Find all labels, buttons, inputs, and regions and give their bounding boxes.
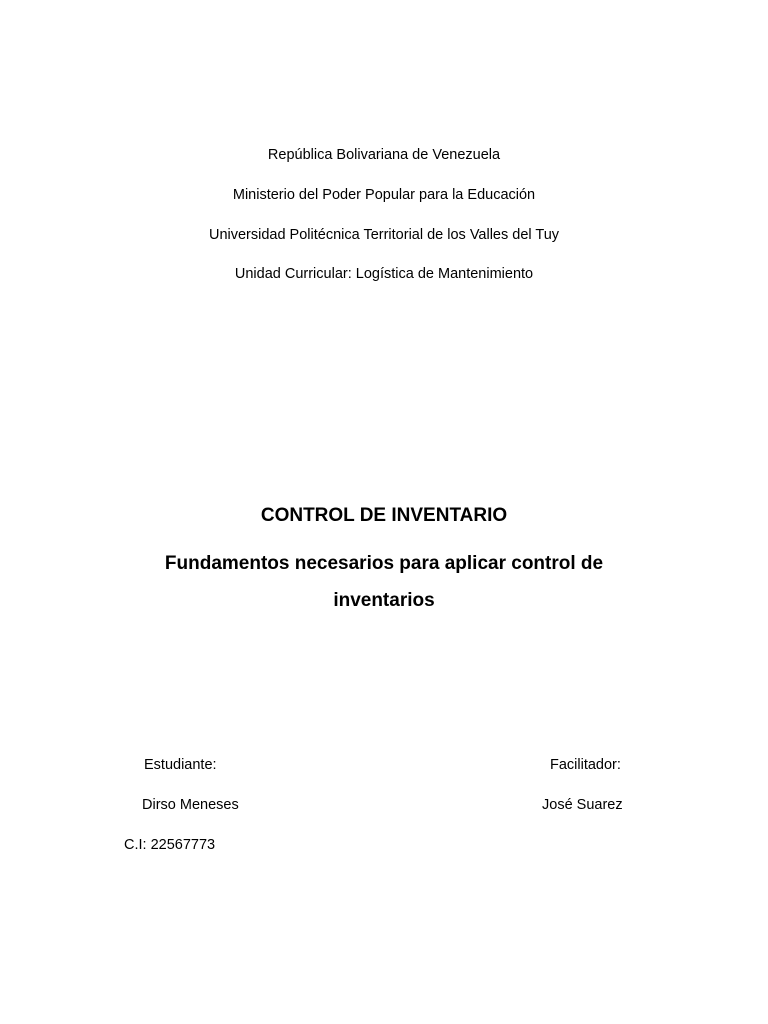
ministry-heading: Ministerio del Poder Popular para la Educación [232,187,536,203]
student-name: Dirso Meneses [142,797,239,813]
document-title: CONTROL DE INVENTARIO [260,505,508,526]
student-label: Estudiante: [144,757,217,773]
document-subtitle-line2: inventarios [333,590,435,611]
facilitator-label: Facilitador: [550,757,621,773]
document-subtitle-line1: Fundamentos necesarios para aplicar control de [164,553,604,574]
university-heading: Universidad Politécnica Territorial de los Valles del Tuy [208,227,560,243]
country-heading: República Bolivariana de Venezuela [267,147,501,163]
student-id: C.I: 22567773 [124,837,216,853]
course-heading: Unidad Curricular: Logística de Mantenimiento [234,266,534,282]
facilitator-name: José Suarez [542,797,623,813]
